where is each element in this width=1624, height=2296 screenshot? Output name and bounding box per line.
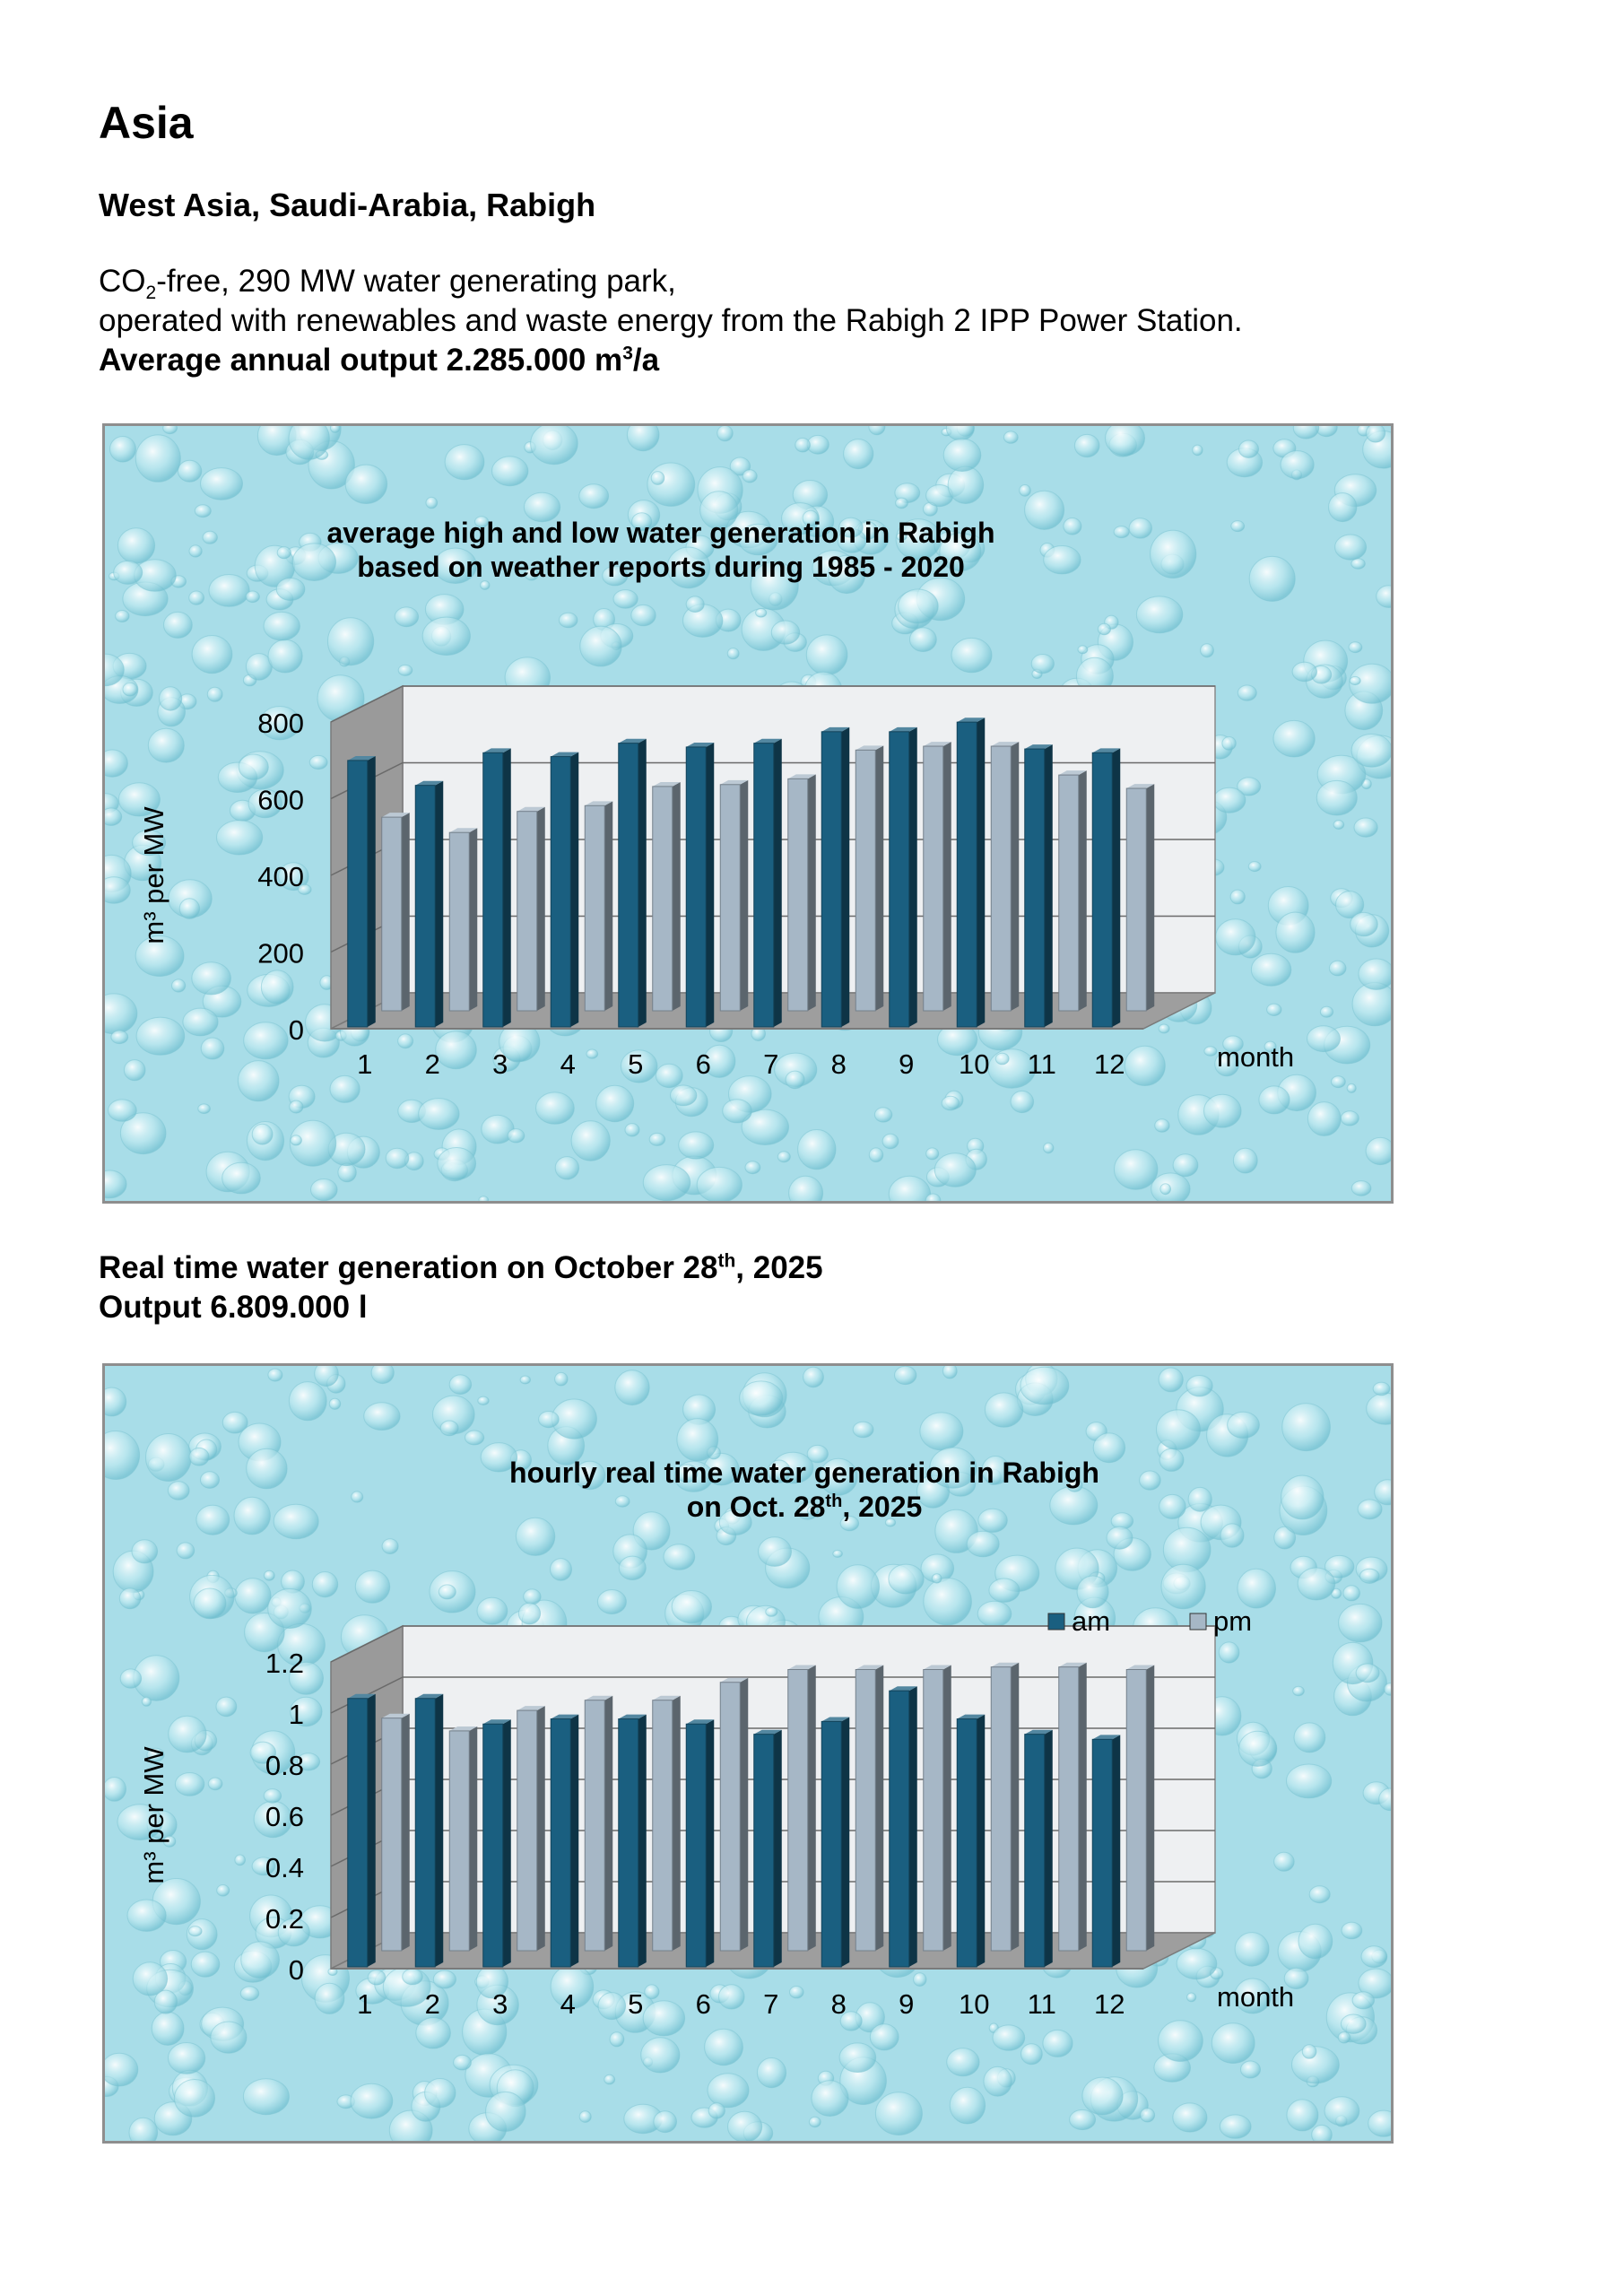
bar-series2-3 bbox=[517, 807, 545, 1011]
bar-series2-1 bbox=[382, 813, 410, 1011]
bar-series2-2 bbox=[449, 828, 477, 1011]
x-tick-label: 1 bbox=[357, 1048, 373, 1080]
x-tick-label: 7 bbox=[763, 1048, 779, 1080]
bar-series2-2 bbox=[449, 1726, 477, 1951]
x-tick-label: 4 bbox=[560, 1048, 576, 1080]
x-tick-label: 8 bbox=[830, 1048, 847, 1080]
bar-series1-11 bbox=[1025, 744, 1053, 1027]
bar-series1-10 bbox=[957, 718, 985, 1027]
y-tick-label: 1.2 bbox=[265, 1648, 304, 1679]
description-line-1: $CO_2$-free, 290 MW water generating park, bbox=[99, 264, 676, 303]
bar-series2-6 bbox=[720, 780, 748, 1011]
chart-0 bbox=[105, 426, 1391, 1201]
average-generation-chart-panel bbox=[102, 423, 1394, 1204]
bar-series1-8 bbox=[821, 727, 849, 1027]
x-tick-label: 2 bbox=[424, 1988, 440, 2020]
y-tick-label: 0.4 bbox=[265, 1852, 304, 1883]
bar-series1-6 bbox=[686, 1719, 714, 1967]
x-tick-label: 10 bbox=[959, 1048, 990, 1080]
bar-series2-12 bbox=[1126, 1665, 1154, 1951]
chart-title-line-1: average high and low water generation in Rabigh bbox=[326, 517, 995, 549]
bar-series1-12 bbox=[1092, 1735, 1120, 1967]
legend-swatch bbox=[1048, 1613, 1064, 1630]
bar-series1-8 bbox=[821, 1717, 849, 1967]
x-tick-label: 12 bbox=[1094, 1048, 1125, 1080]
bar-series2-8 bbox=[855, 1665, 883, 1951]
bar-series2-11 bbox=[1059, 770, 1087, 1011]
chart-title-line-2: based on weather reports during 1985 - 2020 bbox=[357, 551, 965, 583]
location-heading: West Asia, Saudi-Arabia, Rabigh bbox=[99, 187, 596, 223]
realtime-heading bbox=[99, 1248, 823, 1327]
description bbox=[99, 262, 1243, 380]
region-heading: Asia bbox=[99, 98, 194, 148]
bar-series1-6 bbox=[686, 743, 714, 1027]
x-tick-label: 4 bbox=[560, 1988, 576, 2020]
bar-series2-4 bbox=[585, 1696, 612, 1951]
legend-swatch bbox=[1190, 1613, 1206, 1630]
y-tick-label: 1 bbox=[288, 1699, 304, 1730]
legend-label: am bbox=[1072, 1605, 1111, 1637]
bar-series2-9 bbox=[924, 1665, 951, 1951]
bar-series1-7 bbox=[754, 739, 782, 1027]
y-tick-label: 200 bbox=[257, 937, 304, 970]
legend-label: pm bbox=[1213, 1605, 1253, 1637]
bar-series1-3 bbox=[483, 1719, 511, 1967]
realtime-output-line: Output 6.809.000 l bbox=[99, 1290, 368, 1325]
x-tick-label: 3 bbox=[492, 1048, 508, 1080]
y-tick-label: 0.2 bbox=[265, 1903, 304, 1935]
x-axis-label: month bbox=[1217, 1981, 1295, 2013]
x-tick-label: 6 bbox=[695, 1988, 711, 2020]
bar-series2-11 bbox=[1059, 1663, 1087, 1951]
bar-series2-5 bbox=[653, 1696, 681, 1951]
bar-series1-10 bbox=[957, 1715, 985, 1967]
y-tick-label: 0.8 bbox=[265, 1750, 304, 1781]
chart-title-line-2: on Oct. 28th, 2025 bbox=[686, 1491, 923, 1523]
realtime-generation-chart-panel bbox=[102, 1363, 1394, 2144]
bar-series2-10 bbox=[991, 742, 1019, 1011]
chart-title-line-1: hourly real time water generation in Rabigh bbox=[509, 1457, 1099, 1489]
bar-series1-3 bbox=[483, 748, 511, 1027]
x-tick-label: 5 bbox=[628, 1048, 644, 1080]
y-tick-label: 600 bbox=[257, 784, 304, 816]
bar-series2-8 bbox=[855, 745, 883, 1011]
bar-series2-12 bbox=[1126, 784, 1154, 1011]
bar-series1-1 bbox=[348, 756, 376, 1027]
bar-series2-5 bbox=[653, 782, 681, 1011]
x-tick-label: 10 bbox=[959, 1988, 990, 2020]
y-tick-label: 0 bbox=[288, 1954, 304, 1986]
y-tick-label: 400 bbox=[257, 861, 304, 892]
x-tick-label: 3 bbox=[492, 1988, 508, 2020]
x-tick-label: 2 bbox=[424, 1048, 440, 1080]
x-tick-label: 9 bbox=[899, 1048, 915, 1080]
bar-series2-7 bbox=[788, 774, 816, 1011]
x-tick-label: 5 bbox=[628, 1988, 644, 2020]
bar-series1-2 bbox=[415, 781, 443, 1027]
x-tick-label: 9 bbox=[899, 1988, 915, 2020]
x-tick-label: 1 bbox=[357, 1988, 373, 2020]
x-tick-label: 11 bbox=[1027, 1048, 1056, 1080]
y-axis-label: m³ per MW bbox=[138, 806, 169, 944]
bar-series1-7 bbox=[754, 1730, 782, 1967]
bar-series1-1 bbox=[348, 1694, 376, 1967]
bar-series2-1 bbox=[382, 1714, 410, 1951]
y-tick-label: 0 bbox=[288, 1014, 304, 1046]
y-axis-label: m³ per MW bbox=[138, 1746, 169, 1884]
bar-series1-5 bbox=[619, 1715, 647, 1967]
bar-series2-10 bbox=[991, 1663, 1019, 1951]
realtime-date-line: Real time water generation on October 28th, 2025 bbox=[99, 1250, 823, 1285]
bar-series2-4 bbox=[585, 801, 612, 1011]
annual-output: Average annual output 2.285.000 $m^3/a$ bbox=[99, 343, 660, 378]
bar-series2-6 bbox=[720, 1678, 748, 1951]
x-tick-label: 7 bbox=[763, 1988, 779, 2020]
bar-series1-5 bbox=[619, 739, 647, 1027]
y-tick-label: 800 bbox=[257, 708, 304, 739]
bar-series1-4 bbox=[551, 1715, 578, 1967]
bar-series1-11 bbox=[1025, 1730, 1053, 1967]
x-tick-label: 8 bbox=[830, 1988, 847, 2020]
bar-series1-9 bbox=[890, 1686, 917, 1967]
x-axis-label: month bbox=[1217, 1041, 1295, 1073]
x-tick-label: 12 bbox=[1094, 1988, 1125, 2020]
bar-series1-2 bbox=[415, 1694, 443, 1967]
bar-series2-7 bbox=[788, 1665, 816, 1951]
bar-series1-12 bbox=[1092, 748, 1120, 1027]
bar-series2-9 bbox=[924, 742, 951, 1011]
chart-1 bbox=[105, 1366, 1391, 2141]
y-tick-label: 0.6 bbox=[265, 1801, 304, 1832]
bar-series1-4 bbox=[551, 752, 578, 1027]
description-line-2: operated with renewables and waste energy from the Rabigh 2 IPP Power Station. bbox=[99, 303, 1243, 338]
x-tick-label: 11 bbox=[1027, 1988, 1056, 2020]
bar-series2-3 bbox=[517, 1706, 545, 1951]
x-tick-label: 6 bbox=[695, 1048, 711, 1080]
bar-series1-9 bbox=[890, 727, 917, 1027]
